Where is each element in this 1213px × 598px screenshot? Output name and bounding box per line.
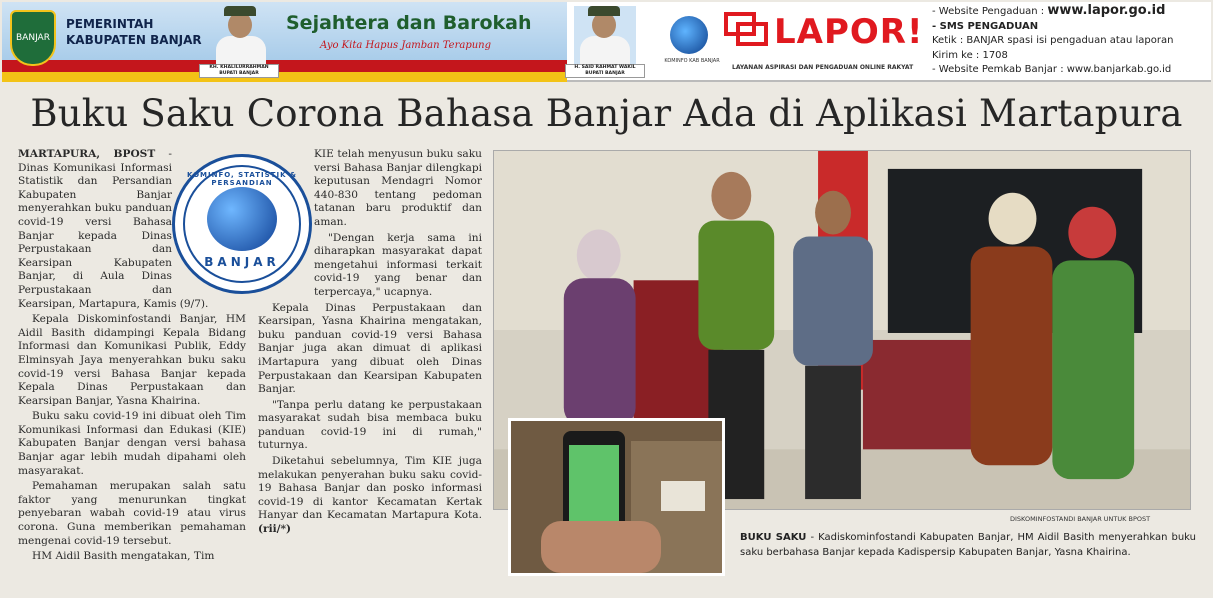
logo-word: BANJAR [204, 255, 280, 269]
paragraph: Pemahaman merupakan salah satu faktor yang menurunkan tingkat penyebaran wabah covid-19 atau virus corona. Guna memberikan pemahaman mengenai covid-19 tersebut. [18, 480, 246, 547]
vice-regent-portrait-box [574, 6, 636, 68]
dateline: MARTAPURA, BPOST [18, 148, 156, 160]
paragraph: HM Aidil Basith mengatakan, Tim [32, 550, 215, 563]
paragraph: "Dengan kerja sama ini diharapkan masyarakat dapat mengetahui informasi terkait covid-19 yang benar dan terpercaya," ucapnya. [314, 231, 482, 298]
contact-line2: - SMS PENGADUAN [932, 20, 1039, 32]
crest-label: BANJAR [16, 33, 50, 43]
contact-line1: - Website Pengaduan : www.lapor.go.id [932, 3, 1166, 18]
lapor-subtitle: LAYANAN ASPIRASI DAN PENGADUAN ONLINE RAKYAT [732, 64, 914, 71]
paragraph: MARTAPURA, BPOST - Dinas Komunikasi Informasi Statistik dan Persandian Kabupaten Banjar menyerahkan buku panduan covid-19 versi Bahasa Banjar kepada Dinas Perpustakaan dan Kearsipan Kabupaten Banjar, di Aula Dinas Perpustakaan dan Kearsipan, Martapura, Kamis (9/7). [18, 148, 209, 310]
paragraph: Diketahui sebelumnya, Tim KIE juga melakukan penyerahan buku saku covid-19 Bahasa Banjar dan posko informasi covid-19 di kantor Kecamatan Kertak Hanyar dan Kecamatan Martapura Kota. (rii/*) [258, 455, 482, 536]
paragraph: Kepala Dinas Perpustakaan dan Kearsipan, Yasna Khairina mengatakan, buku panduan covid-19 versi Bahasa Banjar juga akan dimuat di aplikasi iMartapura yang dibuat oleh Dinas Perpustakaan dan Kearsipan Kabupaten Banjar. [258, 301, 482, 396]
contact-line3: Ketik : BANJAR spasi isi pengaduan atau laporan [932, 35, 1174, 46]
yellow-stripe [2, 72, 567, 82]
paragraph: "Tanpa perlu datang ke perpustakaan masyarakat sudah bisa membaca buku panduan covid-19 ini di rumah," tuturnya. [258, 398, 482, 452]
lapor-website: www.lapor.go.id [1047, 3, 1166, 18]
crest-icon [10, 10, 56, 66]
logo-arc-text: KOMINFO, STATISTIK & PERSANDIAN [186, 171, 298, 187]
slogan: Sejahtera dan Barokah [286, 12, 532, 34]
complaint-contact-info [932, 4, 1208, 78]
regent-portrait [210, 6, 272, 68]
lapor-logo-text: LAPOR! [774, 12, 924, 52]
government-name [66, 16, 206, 48]
kominfo-logo-icon [670, 16, 708, 54]
gov-line1: PEMERINTAH [66, 17, 154, 31]
caption-label: BUKU SAKU [740, 532, 807, 543]
article-column-1 [18, 148, 246, 566]
contact-line5: - Website Pemkab Banjar : www.banjarkab.go.id [932, 64, 1172, 75]
tagline: Ayo Kita Hapus Jamban Terapung [320, 40, 492, 51]
gov-line2: KABUPATEN BANJAR [66, 33, 202, 47]
caption-text: - Kadiskominfostandi Kabupaten Banjar, HM Aidil Basith menyerahkan buku saku berbahasa Banjar kepada Kadispersip Kabupaten Banjar, Yasna Khairina. [740, 532, 1196, 558]
author-sign: (rii/*) [258, 523, 292, 536]
vice-regent-label: H. SAID RAHMAT WAKIL BUPATI BANJAR [565, 64, 645, 78]
chat-bubble-icon [724, 12, 770, 50]
article-column-2 [258, 148, 482, 539]
photo-credit: DISKOMINFOSTANDI BANJAR UNTUK BPOST [1010, 515, 1151, 523]
kominfo-label: KOMINFO KAB BANJAR [664, 58, 720, 64]
paragraph: KIE telah menyusun buku saku versi Bahasa Banjar dilengkapi keputusan Mendagri Nomor 440-830 tentang pedoman tatanan baru produktif dan aman. [314, 148, 482, 228]
paragraph: Kepala Diskominfostandi Banjar, HM Aidil Basith didampingi Kepala Bidang Informasi dan Komunikasi Publik, Eddy Elminsyah Jaya menyerahkan buku saku covid-19 versi Bahasa Banjar kepada Kepala Dinas Perpustakaan dan Kearsipan Banjar, Yasna Khairina. [18, 313, 246, 407]
article-headline: Buku Saku Corona Bahasa Banjar Ada di Aplikasi Martapura [30, 92, 1183, 135]
regent-label: KH. KHALILURRAHMAN BUPATI BANJAR [199, 64, 279, 78]
government-ad-banner [2, 2, 1211, 82]
inset-photo [508, 418, 725, 576]
banner-left-panel [2, 2, 567, 82]
photo-caption [740, 531, 1196, 560]
contact-line4: Kirim ke : 1708 [932, 49, 1008, 61]
paragraph: Buku saku covid-19 ini dibuat oleh Tim Komunikasi Informasi dan Edukasi (KIE) Kabupaten Banjar dengan versi bahasa Banjar agar lebih mudah dipahami oleh masyarakat. [18, 410, 246, 477]
